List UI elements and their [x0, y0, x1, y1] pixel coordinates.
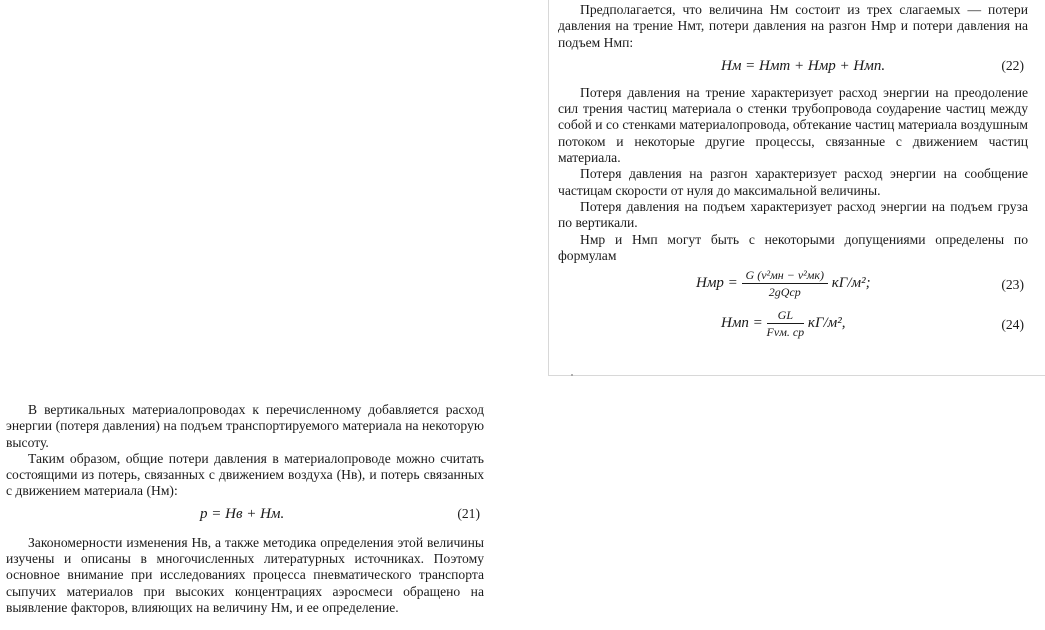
equation-22-formula: Hм = Hмт + Hмр + Hмп.	[721, 57, 886, 74]
equation-23-denominator: 2gQср	[768, 285, 801, 300]
equation-21-formula: p = Hв + Hм.	[200, 505, 285, 522]
paragraph-lift: Потеря давления на подъем характеризует расход энергии на подъем груза по вертикали.	[558, 198, 1028, 231]
equation-21	[6, 503, 484, 527]
paragraph-laws: Закономерности изменения Hв, а также методика определения этой величины изучены и описаны в многочисленных литературных источниках. Поэтому основное внимание при исследованиях процесса пневматического транспорта сыпучих материалов при высоких концентрациях аэросмеси обращено на выявление факторов, влияющих на величину Hм, и ее определение.	[6, 534, 484, 615]
right-column	[558, 2, 1028, 348]
equation-24-numerator: GL	[767, 308, 805, 324]
paragraph-formulas: Hмр и Hмп могут быть с некоторыми допущениями определены по формулам	[558, 231, 1028, 263]
scan-edge-right-top	[548, 0, 549, 375]
equation-24-fraction	[767, 308, 805, 339]
paragraph-total: Таким образом, общие потери давления в материалопроводе можно считать состоящими из потерь, связанных с движением воздуха (Hв), и потерь связанных с движением материала (Hм):	[6, 450, 484, 499]
equation-21-number: (21)	[457, 505, 480, 521]
paragraph-vertical: В вертикальных материалопроводах к перечисленному добавляется расход энергии (потеря давления) на подъем транспортируемого материала на некоторую высоту.	[6, 402, 484, 450]
equation-23-unit: кГ/м²;	[831, 275, 871, 292]
equation-24	[558, 308, 1028, 344]
paragraph-friction: Потеря давления на трение характеризует расход энергии на преодоление сил трения частиц материала о стенки трубопровода соударение частиц между собой и со стенками материалопровода, обтекание частиц материала воздушным потоком и некоторые другие процессы, связанные с движением частиц материала.	[558, 84, 1028, 166]
equation-23-numerator: G (v²мн − v²мк)	[742, 268, 829, 284]
scan-edge-right-bottom	[548, 375, 1045, 376]
paragraph-intro: Предполагается, что величина Hм состоит из трех слагаемых — потери давления на трение Hмт, потери давления на разгон Hмр и потери давления на подъем Hмп:	[558, 2, 1028, 50]
equation-23	[558, 268, 1028, 304]
scan-speck	[571, 374, 573, 376]
equation-24-lhs: Hмп =	[721, 315, 763, 332]
equation-24-denominator: Fvм. ср	[766, 325, 805, 340]
equation-24-number: (24)	[1001, 317, 1024, 333]
equation-23-fraction	[742, 268, 829, 299]
equation-24-unit: кГ/м²,	[807, 315, 846, 332]
equation-23-number: (23)	[1001, 277, 1024, 293]
equation-22	[558, 55, 1028, 79]
equation-23-lhs: Hмр =	[696, 275, 738, 292]
equation-22-number: (22)	[1001, 57, 1024, 73]
paragraph-acceleration: Потеря давления на разгон характеризует расход энергии на сообщение частицам скорости от нуля до максимальной величины.	[558, 166, 1028, 198]
left-column	[6, 402, 484, 616]
